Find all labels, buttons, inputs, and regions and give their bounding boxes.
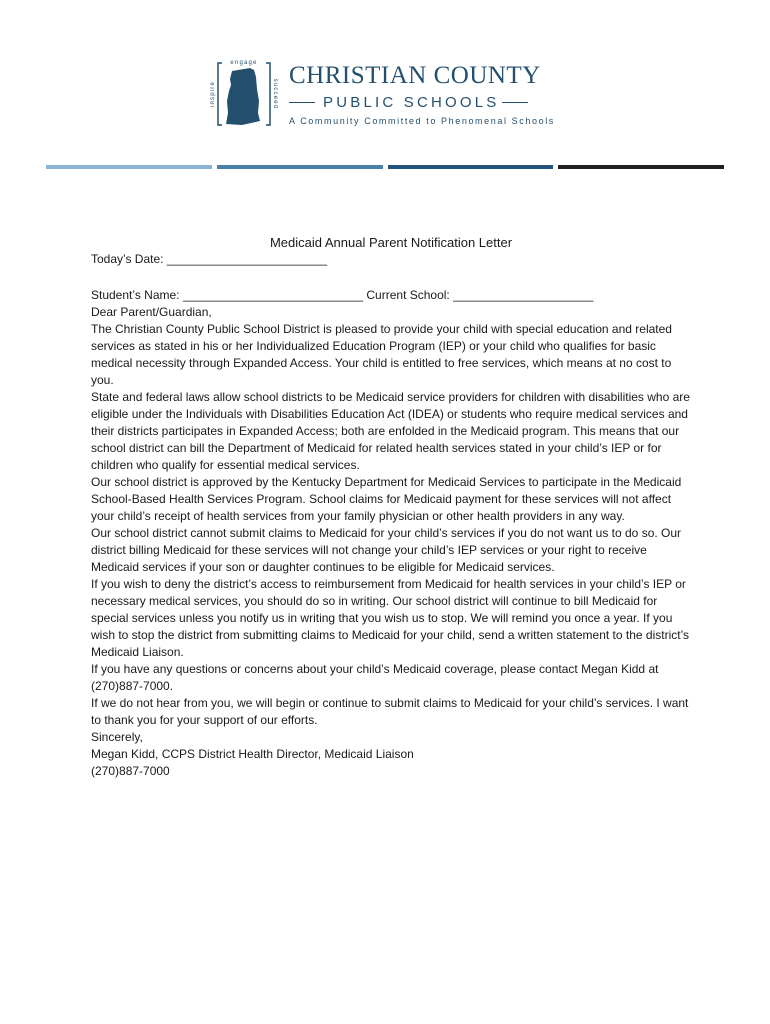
current-school-blank: _____________________ <box>453 288 594 302</box>
date-blank: ________________________ <box>166 252 328 266</box>
student-school-field <box>91 287 691 304</box>
date-label: Today’s Date: <box>91 252 164 266</box>
stripe-mid-blue <box>217 165 383 169</box>
paragraph-closing: If we do not hear from you, we will begin or continue to submit claims to Medicaid for your child’s services. I want to thank you for your support of our efforts. <box>91 696 689 727</box>
district-subtitle-text: PUBLIC SCHOOLS <box>323 94 500 111</box>
paragraph-deny: If you wish to deny the district’s access to reimbursement from Medicaid for health services in your child’s IEP or necessary medical services, you should do so in writing. Our school district will continue to bill Medicaid for special services unless you notify us in writing that you wish us to stop. We will remind you once a year. If you wish to stop the district from submitting claims to Medicaid for your child, send a written statement to the district’s Medicaid Liaison. <box>91 577 690 659</box>
letterhead <box>0 0 770 175</box>
subtitle-rule-right <box>502 102 528 103</box>
paragraph-contact: If you have any questions or concerns about your child’s Medicaid coverage, please contact Megan Kidd at (270)887-7000. <box>91 662 659 693</box>
logo-word-engage: engage <box>230 60 258 66</box>
stripe-black <box>558 165 724 169</box>
closing: Sincerely, <box>91 730 143 744</box>
logo-word-succeed: succeed <box>272 78 278 110</box>
signer-name: Megan Kidd, CCPS District Health Director, Medicaid Liaison <box>91 747 414 761</box>
paragraph-consent: Our school district cannot submit claims to Medicaid for your child’s services if you do not want us to do so. Our district billing Medicaid for these services will not change your child’s IEP services or your right to receive Medicaid services if your son or daughter continues to be eligible for Medicaid services. <box>91 526 682 574</box>
subtitle-rule-left <box>289 102 315 103</box>
date-field <box>91 251 691 268</box>
paragraph-approval: Our school district is approved by the Kentucky Department for Medicaid Services to participate in the Medicaid School-Based Health Services Program. School claims for Medicaid payment for these services will not affect your child’s receipt of health services from your family physician or other health providers in any way. <box>91 475 682 523</box>
letter-title: Medicaid Annual Parent Notification Letter <box>269 235 513 250</box>
student-name-blank: ___________________________ <box>182 288 364 302</box>
header-color-stripes <box>46 165 724 169</box>
student-name-label: Student’s Name: <box>91 288 180 302</box>
signer-phone: (270)887-7000 <box>91 764 170 778</box>
christian-county-logo <box>210 55 278 133</box>
district-tagline: A Community Committed to Phenomenal Schools <box>289 116 555 126</box>
logo-word-inspire: inspire <box>210 80 216 108</box>
salutation: Dear Parent/Guardian, <box>91 305 212 319</box>
letter-body <box>91 234 691 780</box>
district-name: CHRISTIAN COUNTY <box>289 62 541 89</box>
paragraph-laws: State and federal laws allow school districts to be Medicaid service providers for children with disabilities who are eligible under the Individuals with Disabilities Education Act (IDEA) or students who require medical services and their districts participates in Expanded Access; both are enfolded in the Medicaid program. This means that our school district can bill the Department of Medicaid for related health services stated in your child’s IEP or for children who qualify for essential medical services. <box>91 390 690 472</box>
district-subtitle <box>289 94 555 111</box>
current-school-label: Current School: <box>366 288 450 302</box>
stripe-light-blue <box>46 165 212 169</box>
stripe-dark-blue <box>388 165 554 169</box>
paragraph-intro: The Christian County Public School District is pleased to provide your child with special education and related services as stated in his or her Individualized Education Program (IEP) or your child who qualifies for basic medical necessity through Expanded Access. Your child is entitled to free services, which means at no cost to you. <box>91 322 672 387</box>
